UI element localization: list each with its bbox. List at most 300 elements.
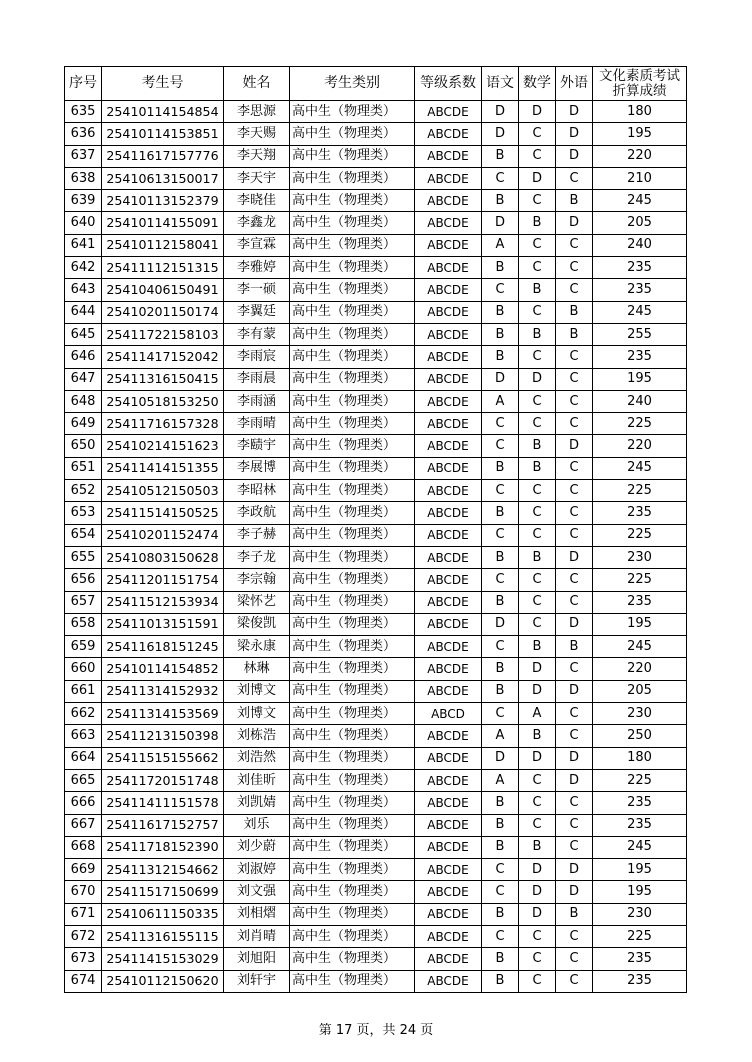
converted-score: 220	[593, 145, 687, 167]
converted-score: 230	[593, 903, 687, 925]
chinese-grade: A	[482, 390, 519, 412]
math-grade: C	[519, 346, 556, 368]
ticket-number: 25411618151245	[102, 636, 224, 658]
grade-coefficient: ABCDE	[415, 546, 482, 568]
foreign-grade: D	[556, 101, 593, 123]
foreign-grade: B	[556, 903, 593, 925]
chinese-grade: B	[482, 323, 519, 345]
foreign-grade: C	[556, 524, 593, 546]
table-row	[65, 457, 687, 479]
chinese-grade: D	[482, 747, 519, 769]
table-row	[65, 948, 687, 970]
row-index: 659	[65, 636, 102, 658]
math-grade: C	[519, 301, 556, 323]
row-index: 645	[65, 323, 102, 345]
foreign-grade: C	[556, 390, 593, 412]
ticket-number: 25411722158103	[102, 323, 224, 345]
converted-score: 235	[593, 257, 687, 279]
foreign-grade: C	[556, 591, 593, 613]
ticket-number: 25410114154854	[102, 101, 224, 123]
row-index: 671	[65, 903, 102, 925]
grade-coefficient: ABCDE	[415, 859, 482, 881]
table-row	[65, 368, 687, 390]
converted-score: 245	[593, 836, 687, 858]
student-name: 刘佳昕	[224, 769, 290, 791]
grade-coefficient: ABCDE	[415, 836, 482, 858]
foreign-grade: C	[556, 234, 593, 256]
chinese-grade: A	[482, 234, 519, 256]
math-grade: C	[519, 569, 556, 591]
math-grade: C	[519, 792, 556, 814]
table-row	[65, 814, 687, 836]
math-grade: D	[519, 368, 556, 390]
math-grade: B	[519, 457, 556, 479]
grade-coefficient: ABCDE	[415, 792, 482, 814]
math-grade: D	[519, 903, 556, 925]
chinese-grade: C	[482, 703, 519, 725]
ticket-number: 25410803150628	[102, 546, 224, 568]
chinese-grade: B	[482, 502, 519, 524]
student-category: 高中生（物理类）	[290, 836, 415, 858]
foreign-grade: C	[556, 457, 593, 479]
chinese-grade: C	[482, 480, 519, 502]
table-row	[65, 123, 687, 145]
table-row	[65, 725, 687, 747]
student-name: 李有蒙	[224, 323, 290, 345]
converted-score: 195	[593, 881, 687, 903]
ticket-number: 25411013151591	[102, 613, 224, 635]
row-index: 665	[65, 769, 102, 791]
row-index: 674	[65, 970, 102, 992]
foreign-grade: C	[556, 792, 593, 814]
row-index: 640	[65, 212, 102, 234]
row-index: 654	[65, 524, 102, 546]
ticket-number: 25411316155115	[102, 925, 224, 947]
grade-coefficient: ABCDE	[415, 368, 482, 390]
table-row	[65, 836, 687, 858]
row-index: 672	[65, 925, 102, 947]
student-name: 刘博文	[224, 680, 290, 702]
student-name: 刘肖晴	[224, 925, 290, 947]
row-index: 668	[65, 836, 102, 858]
math-grade: D	[519, 881, 556, 903]
student-name: 李一硕	[224, 279, 290, 301]
student-category: 高中生（物理类）	[290, 190, 415, 212]
ticket-number: 25410114154852	[102, 658, 224, 680]
ticket-number: 25410518153250	[102, 390, 224, 412]
row-index: 635	[65, 101, 102, 123]
student-name: 李雨晨	[224, 368, 290, 390]
ticket-number: 25410201150174	[102, 301, 224, 323]
student-category: 高中生（物理类）	[290, 413, 415, 435]
converted-score: 245	[593, 457, 687, 479]
chinese-grade: B	[482, 903, 519, 925]
chinese-grade: D	[482, 123, 519, 145]
row-index: 647	[65, 368, 102, 390]
student-name: 李雨晴	[224, 413, 290, 435]
math-grade: C	[519, 390, 556, 412]
foreign-grade: D	[556, 680, 593, 702]
chinese-grade: D	[482, 368, 519, 390]
student-name: 刘旭阳	[224, 948, 290, 970]
table-row	[65, 747, 687, 769]
converted-score: 230	[593, 546, 687, 568]
ticket-number: 25411617152757	[102, 814, 224, 836]
student-category: 高中生（物理类）	[290, 859, 415, 881]
chinese-grade: B	[482, 792, 519, 814]
converted-score: 250	[593, 725, 687, 747]
foreign-grade: D	[556, 769, 593, 791]
math-grade: C	[519, 502, 556, 524]
math-grade: C	[519, 769, 556, 791]
header-row	[65, 67, 687, 101]
header-foreign: 外语	[556, 67, 593, 101]
row-index: 658	[65, 613, 102, 635]
student-category: 高中生（物理类）	[290, 234, 415, 256]
converted-score: 195	[593, 859, 687, 881]
grade-coefficient: ABCDE	[415, 502, 482, 524]
foreign-grade: C	[556, 279, 593, 301]
chinese-grade: B	[482, 346, 519, 368]
foreign-grade: D	[556, 881, 593, 903]
student-name: 李翼廷	[224, 301, 290, 323]
grade-coefficient: ABCDE	[415, 747, 482, 769]
student-category: 高中生（物理类）	[290, 546, 415, 568]
math-grade: A	[519, 703, 556, 725]
chinese-grade: B	[482, 546, 519, 568]
math-grade: C	[519, 123, 556, 145]
table-row	[65, 903, 687, 925]
ticket-number: 25410112158041	[102, 234, 224, 256]
math-grade: D	[519, 167, 556, 189]
row-index: 648	[65, 390, 102, 412]
row-index: 653	[65, 502, 102, 524]
row-index: 660	[65, 658, 102, 680]
ticket-number: 25411314153569	[102, 703, 224, 725]
converted-score: 220	[593, 435, 687, 457]
ticket-number: 25411512153934	[102, 591, 224, 613]
grade-coefficient: ABCDE	[415, 457, 482, 479]
student-name: 梁永康	[224, 636, 290, 658]
ticket-number: 25410512150503	[102, 480, 224, 502]
row-index: 646	[65, 346, 102, 368]
student-name: 刘淑婷	[224, 859, 290, 881]
chinese-grade: C	[482, 435, 519, 457]
row-index: 641	[65, 234, 102, 256]
student-category: 高中生（物理类）	[290, 346, 415, 368]
row-index: 669	[65, 859, 102, 881]
ticket-number: 25410113152379	[102, 190, 224, 212]
table-row	[65, 234, 687, 256]
student-name: 刘轩宇	[224, 970, 290, 992]
ticket-number: 25411314152932	[102, 680, 224, 702]
foreign-grade: C	[556, 569, 593, 591]
chinese-grade: D	[482, 613, 519, 635]
grade-coefficient: ABCDE	[415, 212, 482, 234]
student-name: 刘浩然	[224, 747, 290, 769]
student-category: 高中生（物理类）	[290, 301, 415, 323]
ticket-number: 25411517150699	[102, 881, 224, 903]
foreign-grade: D	[556, 212, 593, 234]
ticket-number: 25411514150525	[102, 502, 224, 524]
foreign-grade: D	[556, 613, 593, 635]
student-category: 高中生（物理类）	[290, 970, 415, 992]
foreign-grade: B	[556, 636, 593, 658]
math-grade: B	[519, 323, 556, 345]
student-category: 高中生（物理类）	[290, 101, 415, 123]
table-body	[65, 101, 687, 993]
ticket-number: 25411312154662	[102, 859, 224, 881]
ticket-number: 25410112150620	[102, 970, 224, 992]
chinese-grade: D	[482, 212, 519, 234]
ticket-number: 25411411151578	[102, 792, 224, 814]
foreign-grade: C	[556, 502, 593, 524]
grade-coefficient: ABCD	[415, 703, 482, 725]
foreign-grade: D	[556, 747, 593, 769]
table-row	[65, 435, 687, 457]
student-category: 高中生（物理类）	[290, 591, 415, 613]
student-name: 李宣霖	[224, 234, 290, 256]
student-name: 刘凯婧	[224, 792, 290, 814]
table-row	[65, 569, 687, 591]
math-grade: C	[519, 480, 556, 502]
grade-coefficient: ABCDE	[415, 948, 482, 970]
foreign-grade: C	[556, 925, 593, 947]
table-row	[65, 703, 687, 725]
ticket-number: 25410201152474	[102, 524, 224, 546]
grade-coefficient: ABCDE	[415, 925, 482, 947]
page-footer: 第 17 页，共 24 页	[318, 1023, 434, 1038]
header-score: 文化素质考试折算成绩	[593, 67, 687, 101]
table-row	[65, 769, 687, 791]
table-row	[65, 591, 687, 613]
table-row	[65, 636, 687, 658]
table-row	[65, 257, 687, 279]
student-name: 李昭林	[224, 480, 290, 502]
student-name: 李雨宸	[224, 346, 290, 368]
foreign-grade: C	[556, 658, 593, 680]
converted-score: 235	[593, 502, 687, 524]
ticket-number: 25411415153029	[102, 948, 224, 970]
foreign-grade: D	[556, 546, 593, 568]
student-category: 高中生（物理类）	[290, 524, 415, 546]
math-grade: B	[519, 836, 556, 858]
student-category: 高中生（物理类）	[290, 613, 415, 635]
student-category: 高中生（物理类）	[290, 212, 415, 234]
table-row	[65, 881, 687, 903]
math-grade: B	[519, 546, 556, 568]
grade-coefficient: ABCDE	[415, 190, 482, 212]
student-name: 刘乐	[224, 814, 290, 836]
chinese-grade: C	[482, 413, 519, 435]
table-row	[65, 323, 687, 345]
student-category: 高中生（物理类）	[290, 814, 415, 836]
student-category: 高中生（物理类）	[290, 703, 415, 725]
chinese-grade: B	[482, 301, 519, 323]
foreign-grade: D	[556, 435, 593, 457]
ticket-number: 25410214151623	[102, 435, 224, 457]
converted-score: 225	[593, 769, 687, 791]
row-index: 642	[65, 257, 102, 279]
ticket-number: 25411316150415	[102, 368, 224, 390]
converted-score: 240	[593, 390, 687, 412]
converted-score: 240	[593, 234, 687, 256]
converted-score: 255	[593, 323, 687, 345]
student-category: 高中生（物理类）	[290, 925, 415, 947]
student-name: 梁怀艺	[224, 591, 290, 613]
row-index: 651	[65, 457, 102, 479]
ticket-number: 25410611150335	[102, 903, 224, 925]
math-grade: B	[519, 636, 556, 658]
math-grade: C	[519, 814, 556, 836]
chinese-grade: B	[482, 948, 519, 970]
converted-score: 195	[593, 368, 687, 390]
student-name: 刘栋浩	[224, 725, 290, 747]
row-index: 667	[65, 814, 102, 836]
header-ticket: 考生号	[102, 67, 224, 101]
foreign-grade: C	[556, 703, 593, 725]
student-category: 高中生（物理类）	[290, 257, 415, 279]
foreign-grade: C	[556, 167, 593, 189]
chinese-grade: B	[482, 257, 519, 279]
math-grade: D	[519, 658, 556, 680]
row-index: 637	[65, 145, 102, 167]
math-grade: C	[519, 190, 556, 212]
student-name: 李宗翰	[224, 569, 290, 591]
grade-coefficient: ABCDE	[415, 903, 482, 925]
converted-score: 225	[593, 925, 687, 947]
table-row	[65, 859, 687, 881]
ticket-number: 25411720151748	[102, 769, 224, 791]
chinese-grade: D	[482, 101, 519, 123]
grade-coefficient: ABCDE	[415, 814, 482, 836]
chinese-grade: B	[482, 680, 519, 702]
converted-score: 205	[593, 680, 687, 702]
student-category: 高中生（物理类）	[290, 167, 415, 189]
table-row	[65, 613, 687, 635]
student-name: 李思源	[224, 101, 290, 123]
table-row	[65, 301, 687, 323]
table-row	[65, 145, 687, 167]
grade-coefficient: ABCDE	[415, 123, 482, 145]
converted-score: 235	[593, 792, 687, 814]
table-row	[65, 480, 687, 502]
row-index: 650	[65, 435, 102, 457]
student-category: 高中生（物理类）	[290, 948, 415, 970]
grade-coefficient: ABCDE	[415, 301, 482, 323]
row-index: 673	[65, 948, 102, 970]
math-grade: B	[519, 212, 556, 234]
chinese-grade: C	[482, 167, 519, 189]
row-index: 649	[65, 413, 102, 435]
ticket-number: 25411716157328	[102, 413, 224, 435]
converted-score: 235	[593, 591, 687, 613]
student-category: 高中生（物理类）	[290, 680, 415, 702]
header-math: 数学	[519, 67, 556, 101]
student-name: 李政航	[224, 502, 290, 524]
converted-score: 245	[593, 301, 687, 323]
grade-coefficient: ABCDE	[415, 413, 482, 435]
student-name: 李赜宇	[224, 435, 290, 457]
converted-score: 220	[593, 658, 687, 680]
student-name: 李天翔	[224, 145, 290, 167]
converted-score: 235	[593, 948, 687, 970]
student-category: 高中生（物理类）	[290, 903, 415, 925]
foreign-grade: C	[556, 948, 593, 970]
row-index: 664	[65, 747, 102, 769]
student-category: 高中生（物理类）	[290, 435, 415, 457]
foreign-grade: C	[556, 970, 593, 992]
grade-coefficient: ABCDE	[415, 101, 482, 123]
foreign-grade: D	[556, 859, 593, 881]
grade-coefficient: ABCDE	[415, 279, 482, 301]
table-row	[65, 502, 687, 524]
foreign-grade: C	[556, 480, 593, 502]
math-grade: C	[519, 145, 556, 167]
converted-score: 235	[593, 279, 687, 301]
table-row	[65, 212, 687, 234]
converted-score: 225	[593, 480, 687, 502]
chinese-grade: C	[482, 859, 519, 881]
header-name: 姓名	[224, 67, 290, 101]
student-category: 高中生（物理类）	[290, 658, 415, 680]
chinese-grade: C	[482, 569, 519, 591]
table-row	[65, 792, 687, 814]
student-name: 李天宇	[224, 167, 290, 189]
student-category: 高中生（物理类）	[290, 457, 415, 479]
ticket-number: 25410406150491	[102, 279, 224, 301]
ticket-number: 25410114155091	[102, 212, 224, 234]
student-name: 刘博文	[224, 703, 290, 725]
table-row	[65, 101, 687, 123]
chinese-grade: C	[482, 279, 519, 301]
ticket-number: 25411213150398	[102, 725, 224, 747]
grade-coefficient: ABCDE	[415, 613, 482, 635]
table-row	[65, 658, 687, 680]
table-row	[65, 524, 687, 546]
grade-coefficient: ABCDE	[415, 881, 482, 903]
chinese-grade: B	[482, 814, 519, 836]
converted-score: 225	[593, 569, 687, 591]
header-category: 考生类别	[290, 67, 415, 101]
table-row	[65, 680, 687, 702]
table-row	[65, 167, 687, 189]
converted-score: 210	[593, 167, 687, 189]
foreign-grade: C	[556, 368, 593, 390]
foreign-grade: C	[556, 814, 593, 836]
row-index: 655	[65, 546, 102, 568]
table-row	[65, 925, 687, 947]
math-grade: C	[519, 524, 556, 546]
converted-score: 205	[593, 212, 687, 234]
grade-coefficient: ABCDE	[415, 658, 482, 680]
student-category: 高中生（物理类）	[290, 747, 415, 769]
student-category: 高中生（物理类）	[290, 279, 415, 301]
student-category: 高中生（物理类）	[290, 792, 415, 814]
grade-coefficient: ABCDE	[415, 145, 482, 167]
math-grade: D	[519, 680, 556, 702]
grade-coefficient: ABCDE	[415, 480, 482, 502]
math-grade: C	[519, 591, 556, 613]
student-category: 高中生（物理类）	[290, 145, 415, 167]
chinese-grade: A	[482, 769, 519, 791]
table-row	[65, 413, 687, 435]
student-category: 高中生（物理类）	[290, 502, 415, 524]
grade-coefficient: ABCDE	[415, 234, 482, 256]
foreign-grade: C	[556, 413, 593, 435]
math-grade: C	[519, 234, 556, 256]
header-index: 序号	[65, 67, 102, 101]
